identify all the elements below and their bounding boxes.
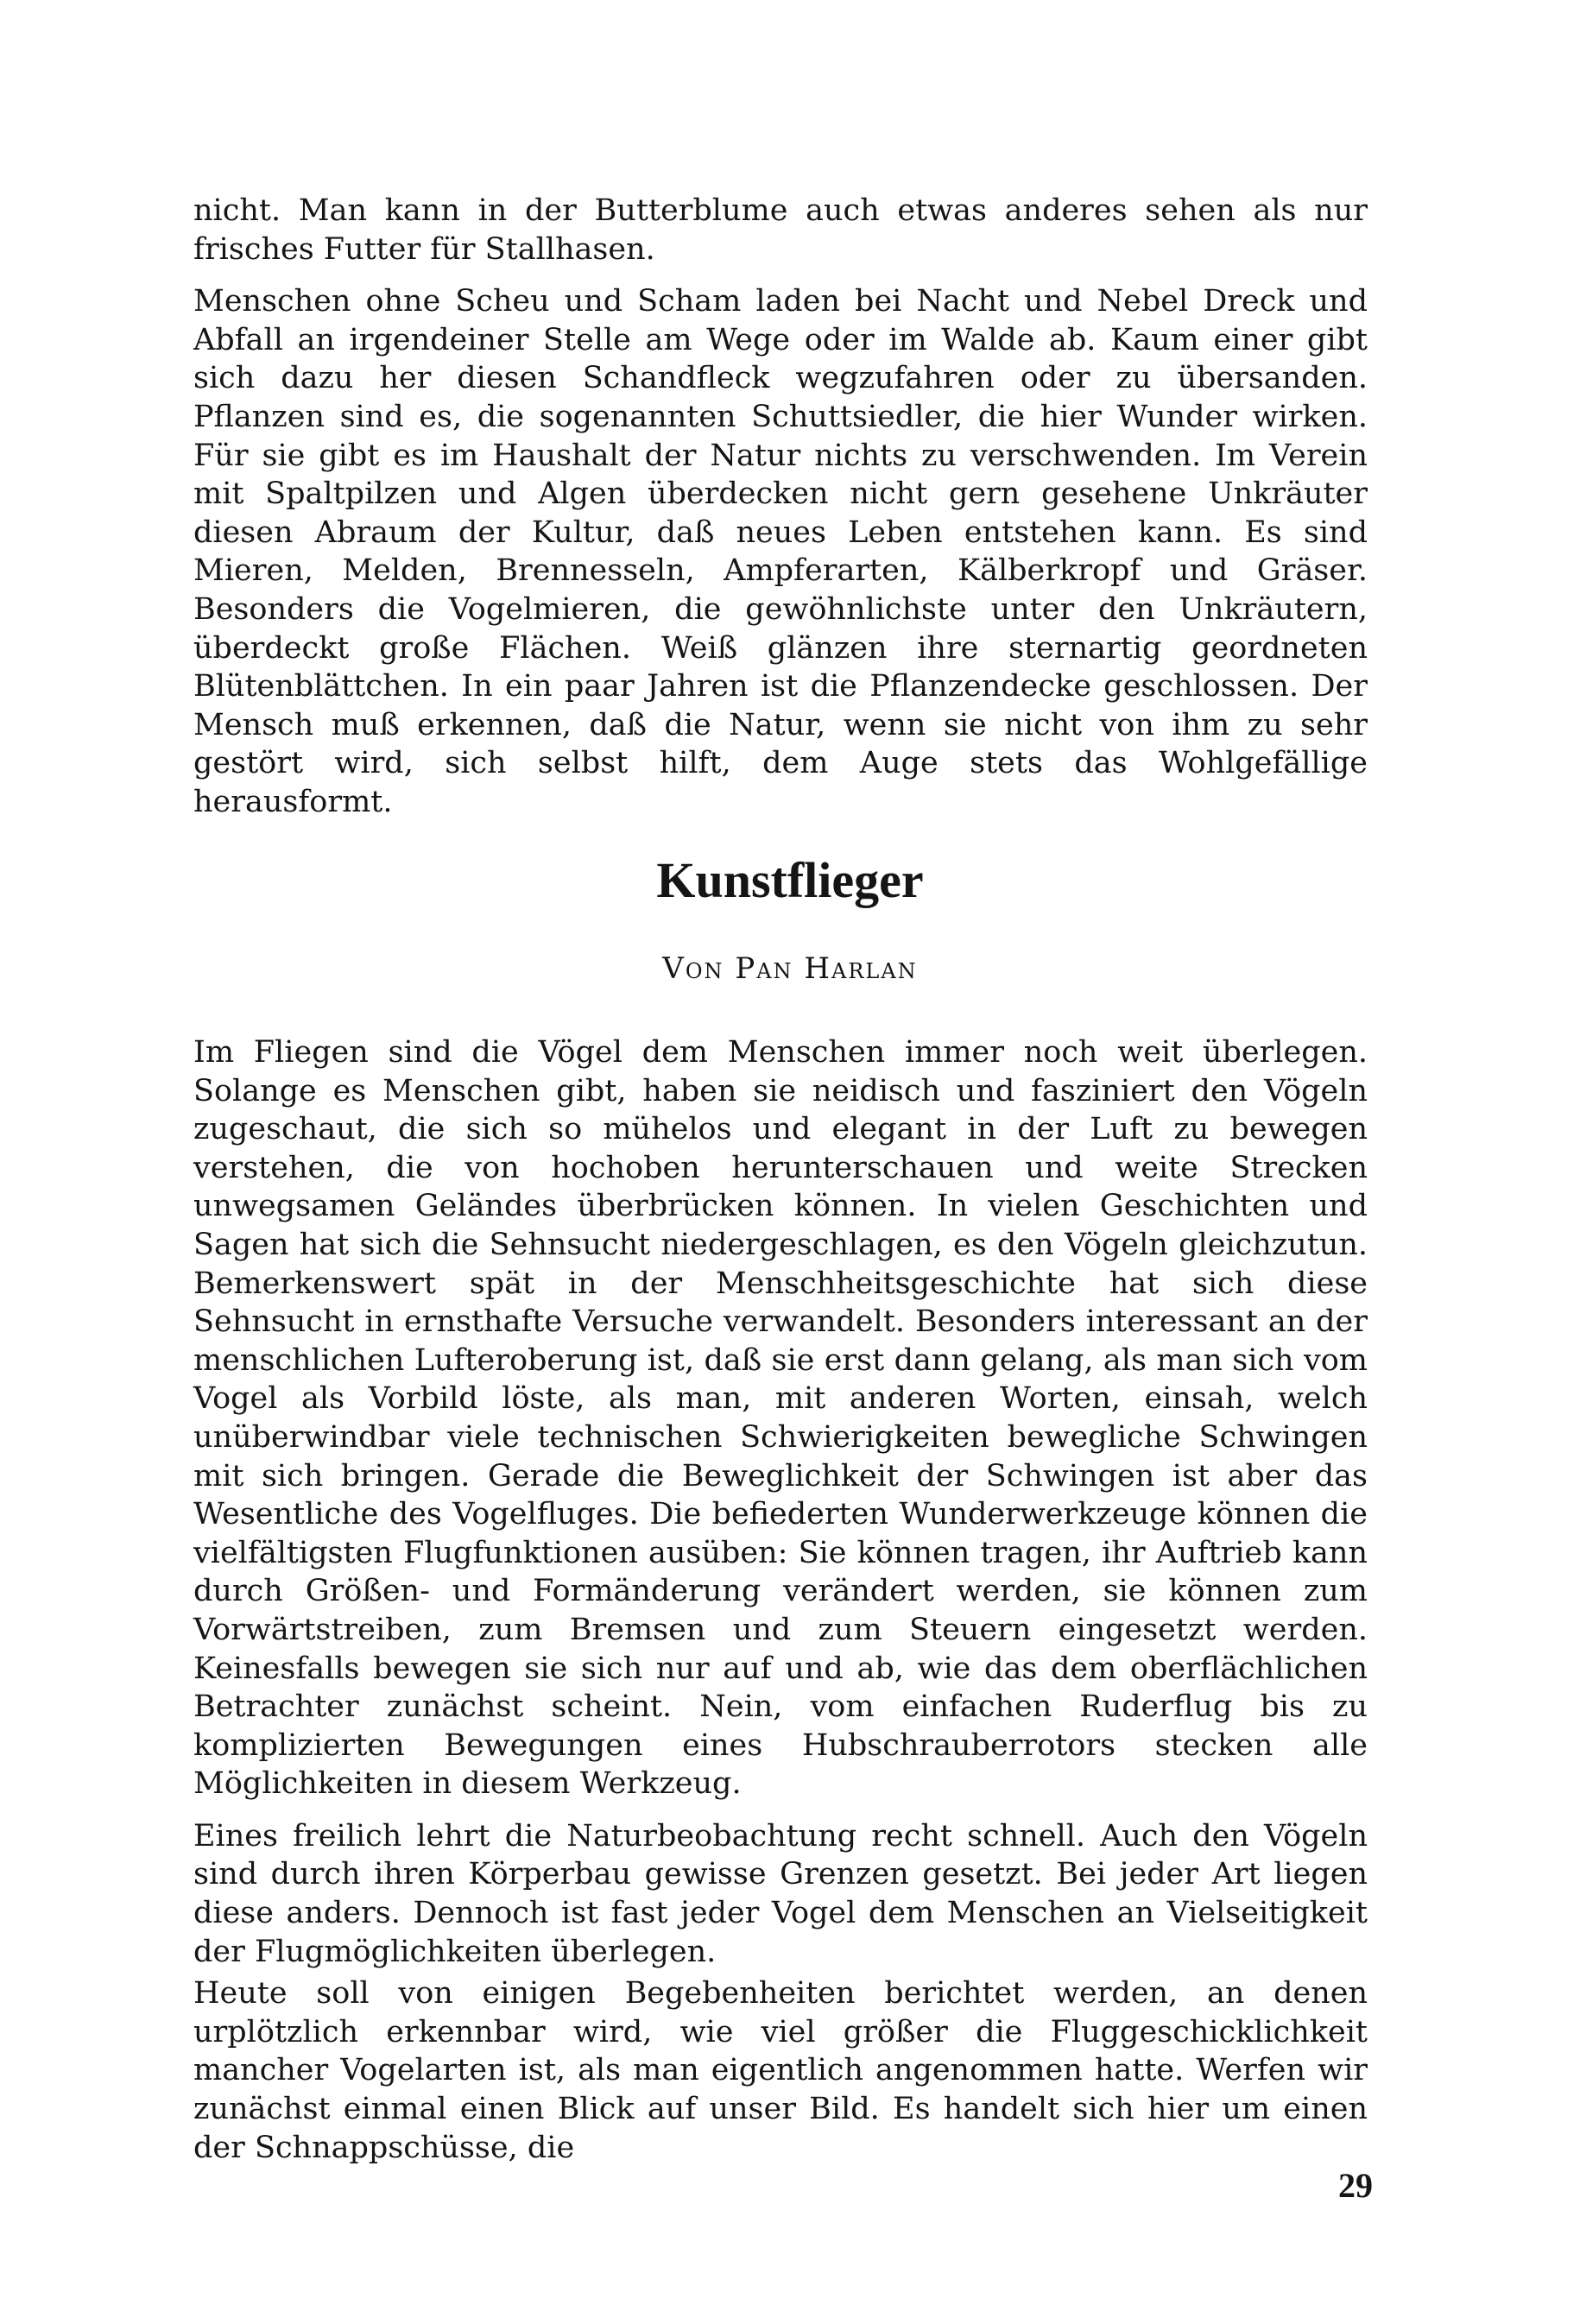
article-body xyxy=(193,1033,1368,2167)
paragraph: Menschen ohne Scheu und Scham laden bei Nacht und Nebel Dreck und Abfall an irgendeiner Stelle am Wege oder im Walde ab. Kaum einer gibt sich dazu her diesen Schandfleck wegzufahren oder zu übersanden. Pflanzen sind es, die sogenannten Schuttsiedler, die hier Wunder wirken. Für sie gibt es im Haushalt der Natur nichts zu verschwenden. Im Verein mit Spaltpilzen und Algen überdecken nicht gern gesehene Unkräuter diesen Abraum der Kultur, daß neues Leben entstehen kann. Es sind Mieren, Melden, Brennesseln, Ampferarten, Kälberkropf und Gräser. Besonders die Vogelmieren, die gewöhnlichste unter den Unkräutern, überdeckt große Flächen. Weiß glänzen ihre sternartig geordneten Blütenblättchen. In ein paar Jahren ist die Pflanzendecke geschlossen. Der Mensch muß erkennen, daß die Natur, wenn sie nicht von ihm zu sehr gestört wird, sich selbst hilft, dem Auge stets das Wohlgefällige herausformt. xyxy=(193,284,1368,819)
previous-article-ending xyxy=(193,192,1368,822)
article-byline: Von Pan Harlan xyxy=(662,951,918,986)
article-title: Kunstflieger xyxy=(656,852,924,908)
paragraph: nicht. Man kann in der Butterblume auch etwas anderes sehen als nur frisches Futter für Stallhasen. xyxy=(193,193,1368,267)
page-number: 29 xyxy=(1338,2166,1373,2205)
paragraph: Im Fliegen sind die Vögel dem Menschen immer noch weit überlegen. Solange es Menschen gibt, haben sie neidisch und fasziniert den Vögeln zugeschaut, die sich so mühelos und elegant in der Luft zu bewegen verstehen, die von hochoben herunterschauen und weite Strecken unwegsamen Geländes überbrücken können. In vielen Geschichten und Sagen hat sich die Sehnsucht niedergeschlagen, es den Vögeln gleichzutun. Bemerkenswert spät in der Menschheitsgeschichte hat sich diese Sehnsucht in ernsthafte Versuche verwandelt. Besonders interessant an der menschlichen Lufteroberung ist, daß sie erst dann gelang, als man sich vom Vogel als Vorbild löste, als man, mit anderen Worten, einsah, welch unüberwindbar viele technischen Schwierigkeiten bewegliche Schwingen mit sich bringen. Gerade die Beweglichkeit der Schwingen ist aber das Wesentliche des Vogelfluges. Die befiederten Wunderwerkzeuge können die vielfältigsten Flugfunktionen ausüben: Sie können tragen, ihr Auftrieb kann durch Größen- und Formänderung verändert werden, sie können zum Vorwärtstreiben, zum Bremsen und zum Steuern eingesetzt werden. Keinesfalls bewegen sie sich nur auf und ab, wie das dem oberflächlichen Betrachter zunächst scheint. Nein, vom einfachen Ruderflug bis zu komplizierten Bewegungen eines Hubschrauberrotors stecken alle Möglichkeiten in diesem Werkzeug. xyxy=(193,1035,1368,1802)
paragraph: Eines freilich lehrt die Naturbeobachtung recht schnell. Auch den Vögeln sind durch ihren Körperbau gewisse Grenzen gesetzt. Bei jeder Art liegen diese anders. Dennoch ist fast jeder Vogel dem Menschen an Vielseitigkeit der Flugmöglichkeiten überlegen. xyxy=(193,1818,1368,1969)
paragraph: Heute soll von einigen Begebenheiten berichtet werden, an denen urplötzlich erkennbar wird, wie viel größer die Fluggeschicklichkeit mancher Vogelarten ist, als man eigentlich angenommen hatte. Werfen wir zunächst einmal einen Blick auf unser Bild. Es handelt sich hier um einen der Schnappschüsse, die xyxy=(193,1976,1368,2165)
